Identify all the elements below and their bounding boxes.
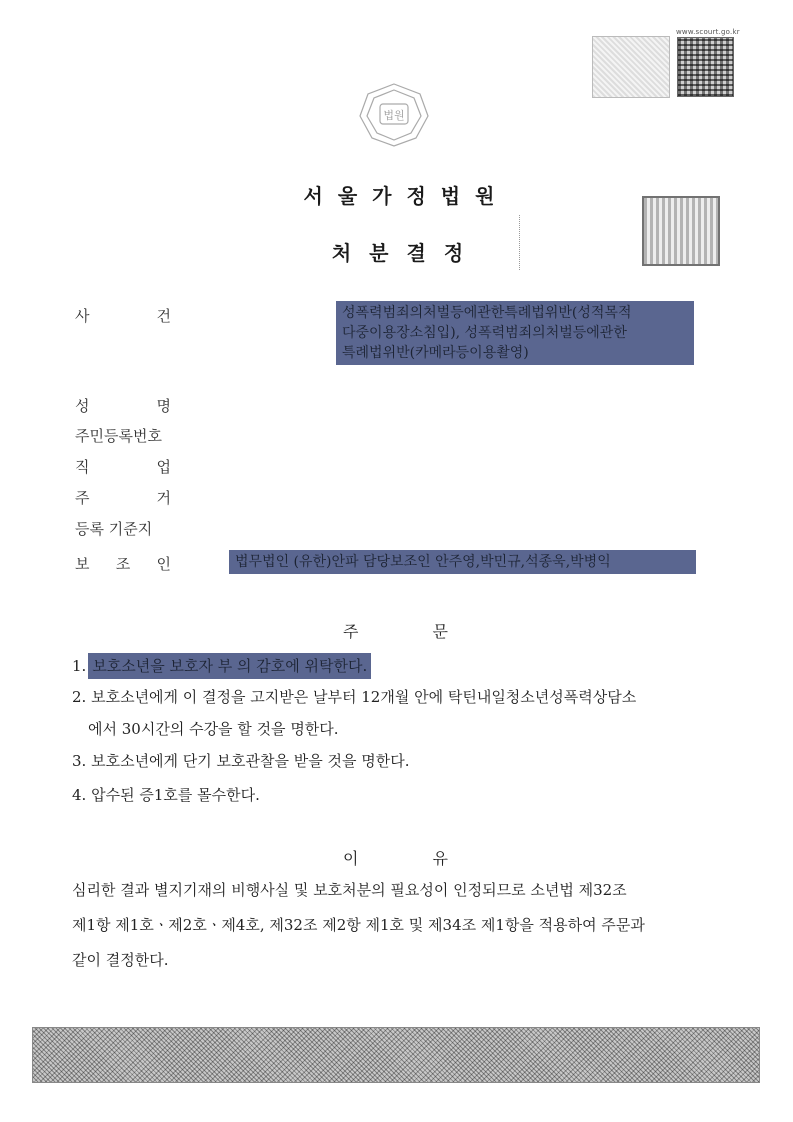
- label-resident-number: 주민등록번호: [75, 427, 162, 445]
- case-value: [336, 301, 694, 365]
- court-name: 서울가정법원: [303, 184, 510, 208]
- order-item-3: [72, 750, 410, 771]
- order-num: 3.: [72, 752, 87, 770]
- order-item-4: [72, 784, 260, 805]
- label-assistant-char-3: 인: [156, 555, 171, 573]
- label-occupation-char-1: 직: [75, 458, 90, 476]
- label-address-char-2: 거: [156, 489, 171, 507]
- case-line: 특례법위반(카메라등이용촬영): [342, 345, 529, 361]
- case-line: 다중이용장소침입), 성폭력범죄의처벌등에관한: [342, 325, 627, 341]
- document-barcode-band: [32, 1027, 760, 1083]
- label-case-char-1: 사: [75, 307, 90, 325]
- label-case: [75, 305, 171, 326]
- document-type: 처분결정: [331, 241, 482, 265]
- court-url: www.scourt.go.kr: [676, 28, 740, 36]
- label-address-char-1: 주: [75, 489, 90, 507]
- court-emblem-icon: [354, 80, 434, 150]
- order-item-1: [72, 653, 371, 679]
- assistant-value: 법무법인 (유한)안파 담당보조인 안주영,박민규,석종욱,박병익: [229, 550, 696, 574]
- order-text: 압수된 증1호를 몰수한다.: [91, 786, 260, 804]
- verification-stamp: [592, 36, 670, 98]
- label-assistant: [75, 553, 171, 574]
- reason-line: 같이 결정한다.: [72, 951, 169, 969]
- reason-heading-right: 유: [432, 849, 448, 868]
- reason-line: 심리한 결과 별지기재의 비행사실 및 보호처분의 필요성이 인정되므로 소년법 제32조: [72, 881, 627, 899]
- order-heading-right: 문: [432, 622, 448, 641]
- label-occupation: [75, 456, 171, 477]
- reason-body: [72, 873, 722, 978]
- label-case-char-2: 건: [156, 307, 171, 325]
- order-num: 1.: [72, 657, 87, 675]
- reason-heading-left: 이: [343, 849, 359, 868]
- label-name: [75, 395, 171, 416]
- label-registered-domicile: 등록 기준지: [75, 520, 153, 538]
- fold-mark: [519, 215, 522, 270]
- order-item-2: [72, 686, 636, 707]
- order-text-redacted: 보호소년을 보호자 부 의 감호에 위탁한다.: [88, 653, 371, 679]
- court-seal-icon: [642, 196, 720, 266]
- label-name-char-1: 성: [75, 397, 90, 415]
- case-line: 성폭력범죄의처벌등에관한특례법위반(성적목적: [342, 305, 632, 321]
- order-heading: [343, 619, 448, 642]
- reason-line: 제1항 제1호ㆍ제2호ㆍ제4호, 제32조 제2항 제1호 및 제34조 제1항을 적용하여 주문과: [72, 916, 645, 934]
- order-text: 보호소년에게 이 결정을 고지받은 날부터 12개월 안에 탁틴내일청소년성폭력상담소: [91, 688, 637, 706]
- label-assistant-char-1: 보: [75, 555, 90, 573]
- emblem-text: 법원: [383, 109, 405, 122]
- order-item-2-continued: 에서 30시간의 수강을 할 것을 명한다.: [88, 720, 339, 738]
- qr-code-icon: [677, 37, 734, 97]
- order-num: 4.: [72, 786, 87, 804]
- label-name-char-2: 명: [156, 397, 171, 415]
- order-text: 보호소년에게 단기 보호관찰을 받을 것을 명한다.: [91, 752, 410, 770]
- label-occupation-char-2: 업: [156, 458, 171, 476]
- order-num: 2.: [72, 688, 87, 706]
- label-address: [75, 487, 171, 508]
- order-heading-left: 주: [343, 622, 359, 641]
- reason-heading: [343, 846, 448, 869]
- label-assistant-char-2: 조: [115, 555, 131, 573]
